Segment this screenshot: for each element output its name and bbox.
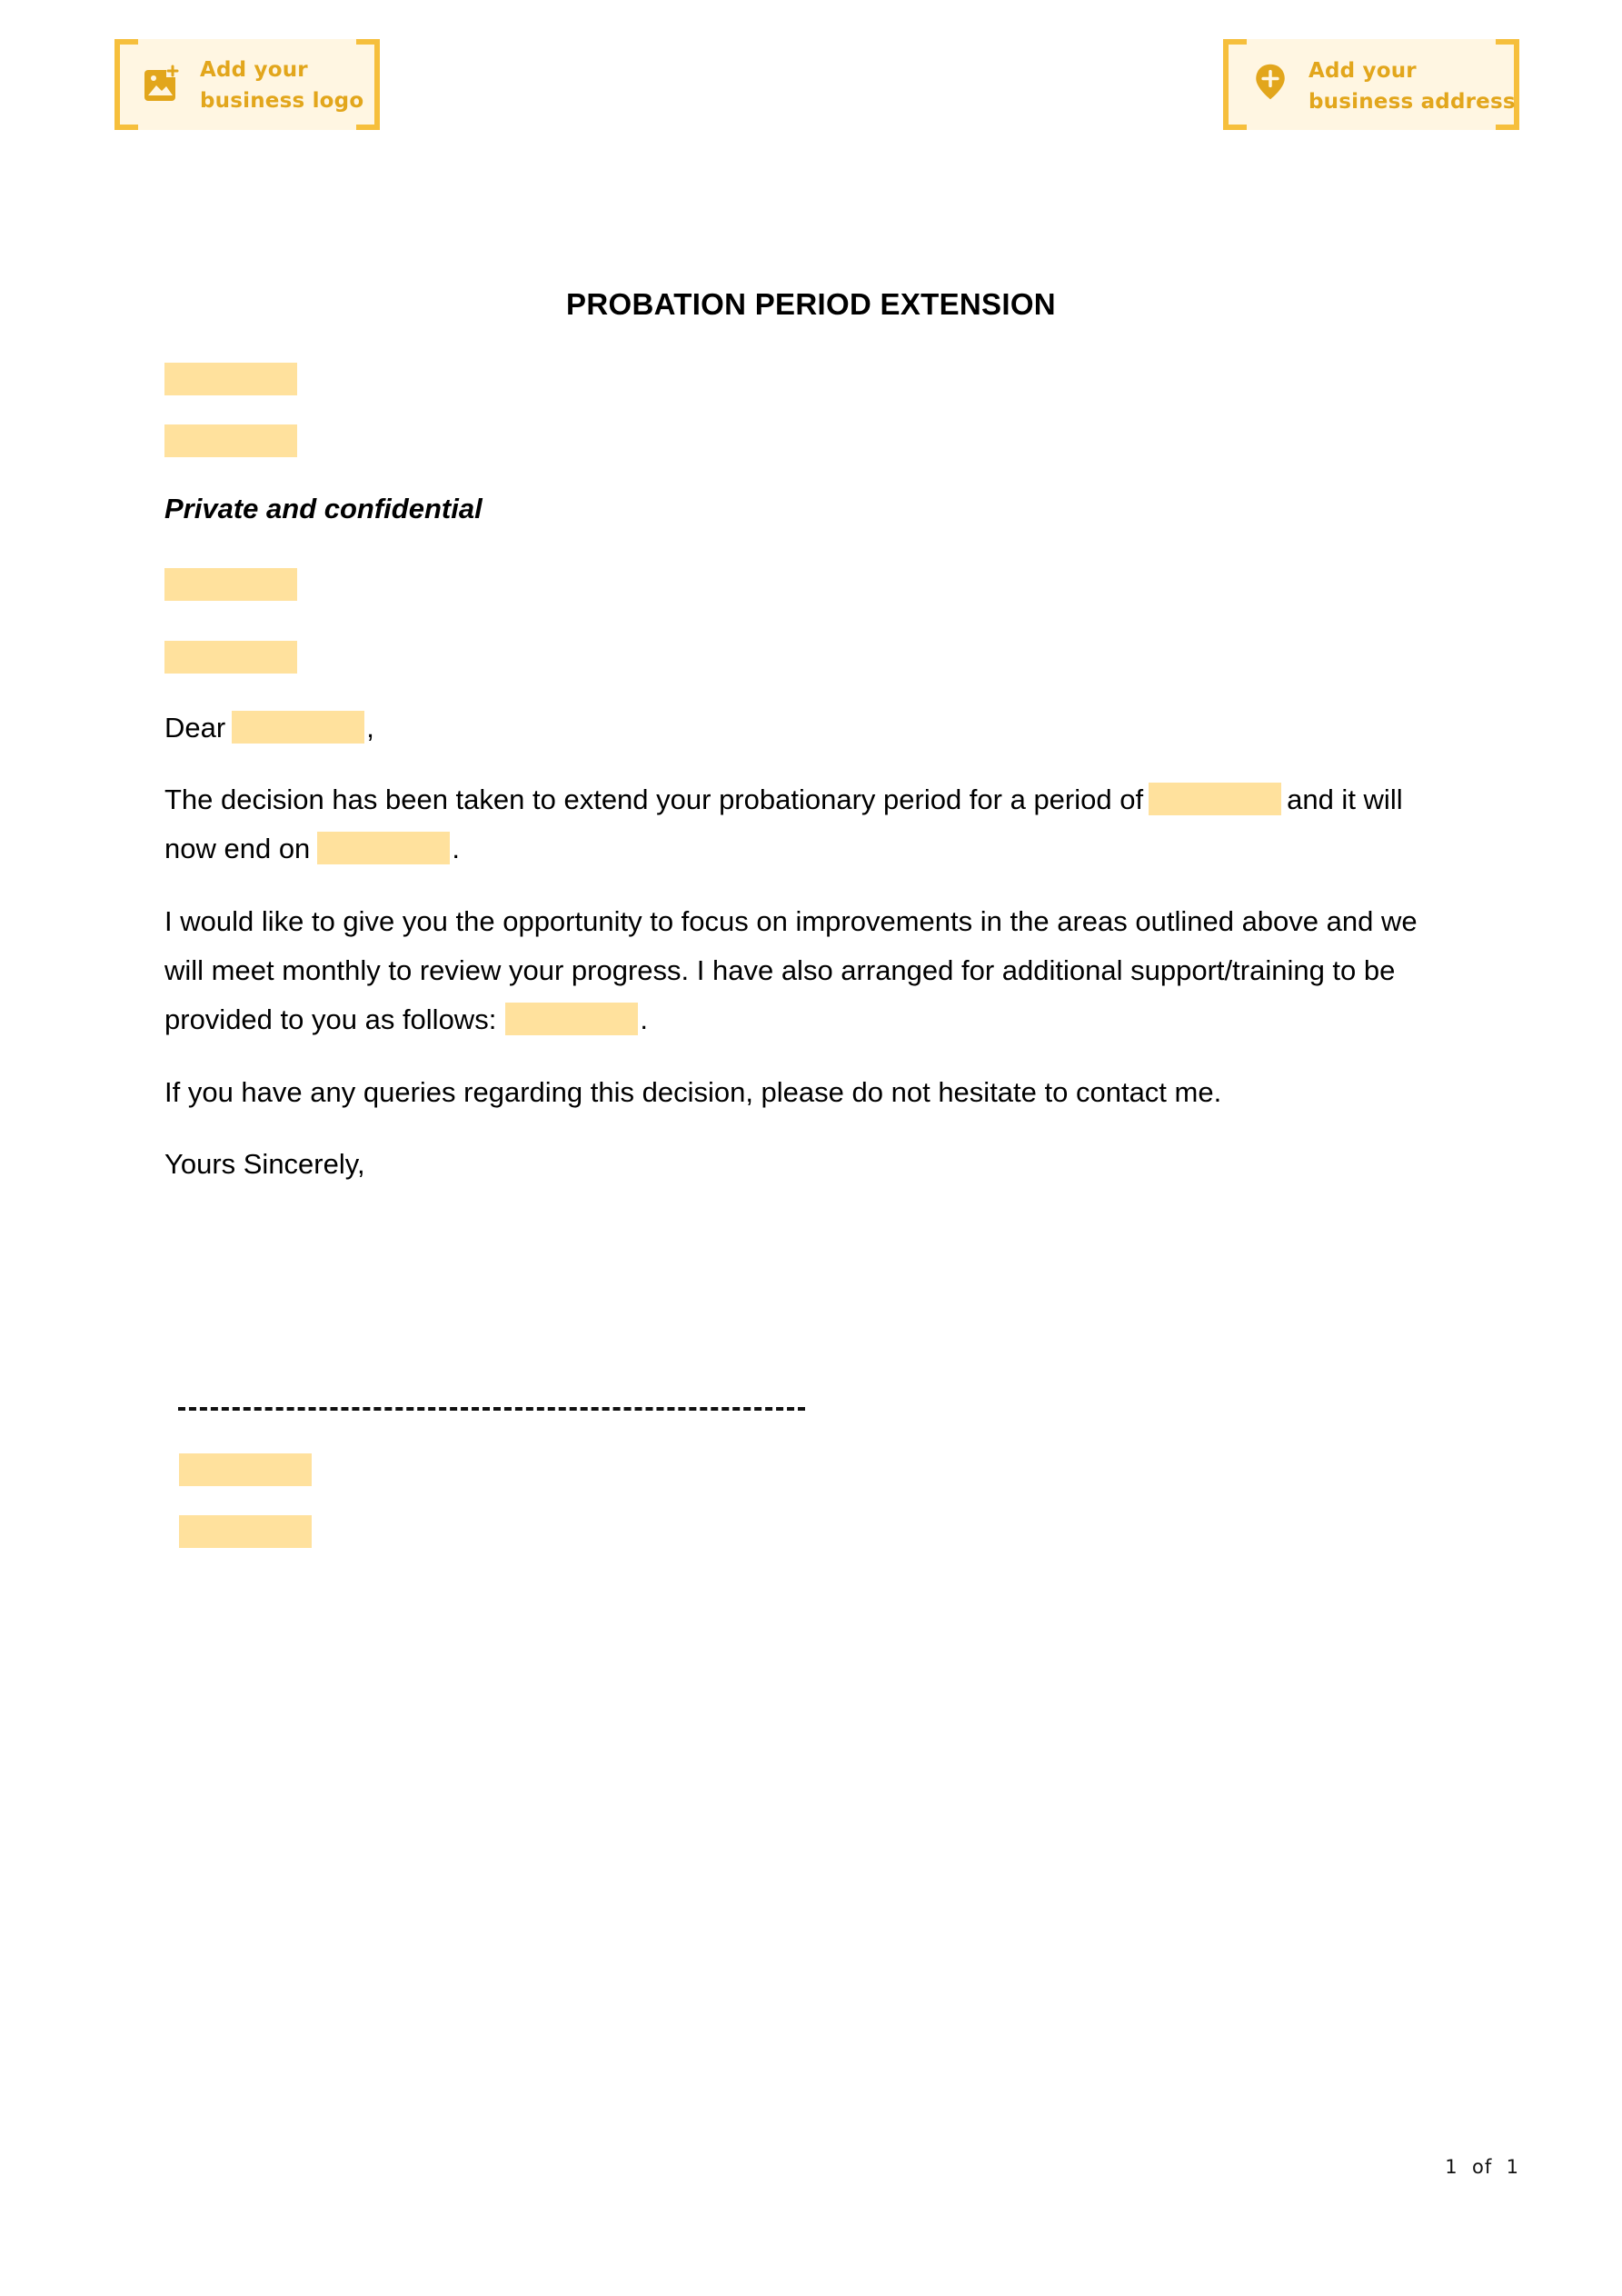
p2-text: I would like to give you the opportunity to focus on improvements in the areas outlined above and we will meet monthly to review your progress. I have also arranged for additional support/training to be provided to you as follows: bbox=[164, 905, 1418, 1035]
add-address-label: Add your business address bbox=[1309, 59, 1516, 114]
image-add-icon bbox=[143, 65, 179, 103]
add-address-placeholder[interactable] bbox=[1223, 39, 1519, 130]
p1-text: The decision has been taken to extend your probationary period for a period of bbox=[164, 784, 1144, 815]
extension-paragraph bbox=[164, 775, 1455, 873]
signature-line[interactable] bbox=[178, 1407, 805, 1411]
queries-paragraph: If you have any queries regarding this decision, please do not hesitate to contact me. bbox=[164, 1076, 1222, 1108]
support-details-field[interactable] bbox=[505, 1003, 638, 1035]
confidential-label: Private and confidential bbox=[164, 493, 483, 524]
end-date-field[interactable] bbox=[317, 832, 450, 864]
page-sep: of bbox=[1472, 2156, 1493, 2178]
recipient-name-field[interactable] bbox=[164, 568, 297, 601]
bracket-left bbox=[114, 39, 138, 130]
add-logo-placeholder[interactable] bbox=[114, 39, 380, 130]
closing: Yours Sincerely, bbox=[164, 1148, 365, 1180]
date-field[interactable] bbox=[164, 363, 297, 395]
p1-end: . bbox=[452, 833, 460, 864]
page-current: 1 bbox=[1445, 2156, 1458, 2178]
location-pin-plus-icon bbox=[1252, 63, 1289, 101]
bracket-left bbox=[1223, 39, 1247, 130]
greeting bbox=[164, 704, 1455, 753]
p1-middle-text: and it will now end on bbox=[164, 784, 1403, 864]
page-total: 1 bbox=[1506, 2156, 1519, 2178]
support-paragraph bbox=[164, 897, 1455, 1044]
p2-end: . bbox=[640, 1003, 648, 1035]
recipient-address-field[interactable] bbox=[164, 641, 297, 674]
signatory-name-field[interactable] bbox=[179, 1453, 312, 1486]
greeting-comma: , bbox=[366, 712, 374, 744]
sender-field[interactable] bbox=[164, 424, 297, 457]
greeting-text: Dear bbox=[164, 712, 226, 744]
document-title: PROBATION PERIOD EXTENSION bbox=[566, 287, 1056, 321]
page-number bbox=[1445, 2156, 1519, 2178]
add-logo-label: Add your business logo bbox=[200, 58, 364, 113]
signatory-title-field[interactable] bbox=[179, 1515, 312, 1548]
extension-period-field[interactable] bbox=[1149, 783, 1281, 815]
employee-name-field[interactable] bbox=[232, 711, 364, 744]
